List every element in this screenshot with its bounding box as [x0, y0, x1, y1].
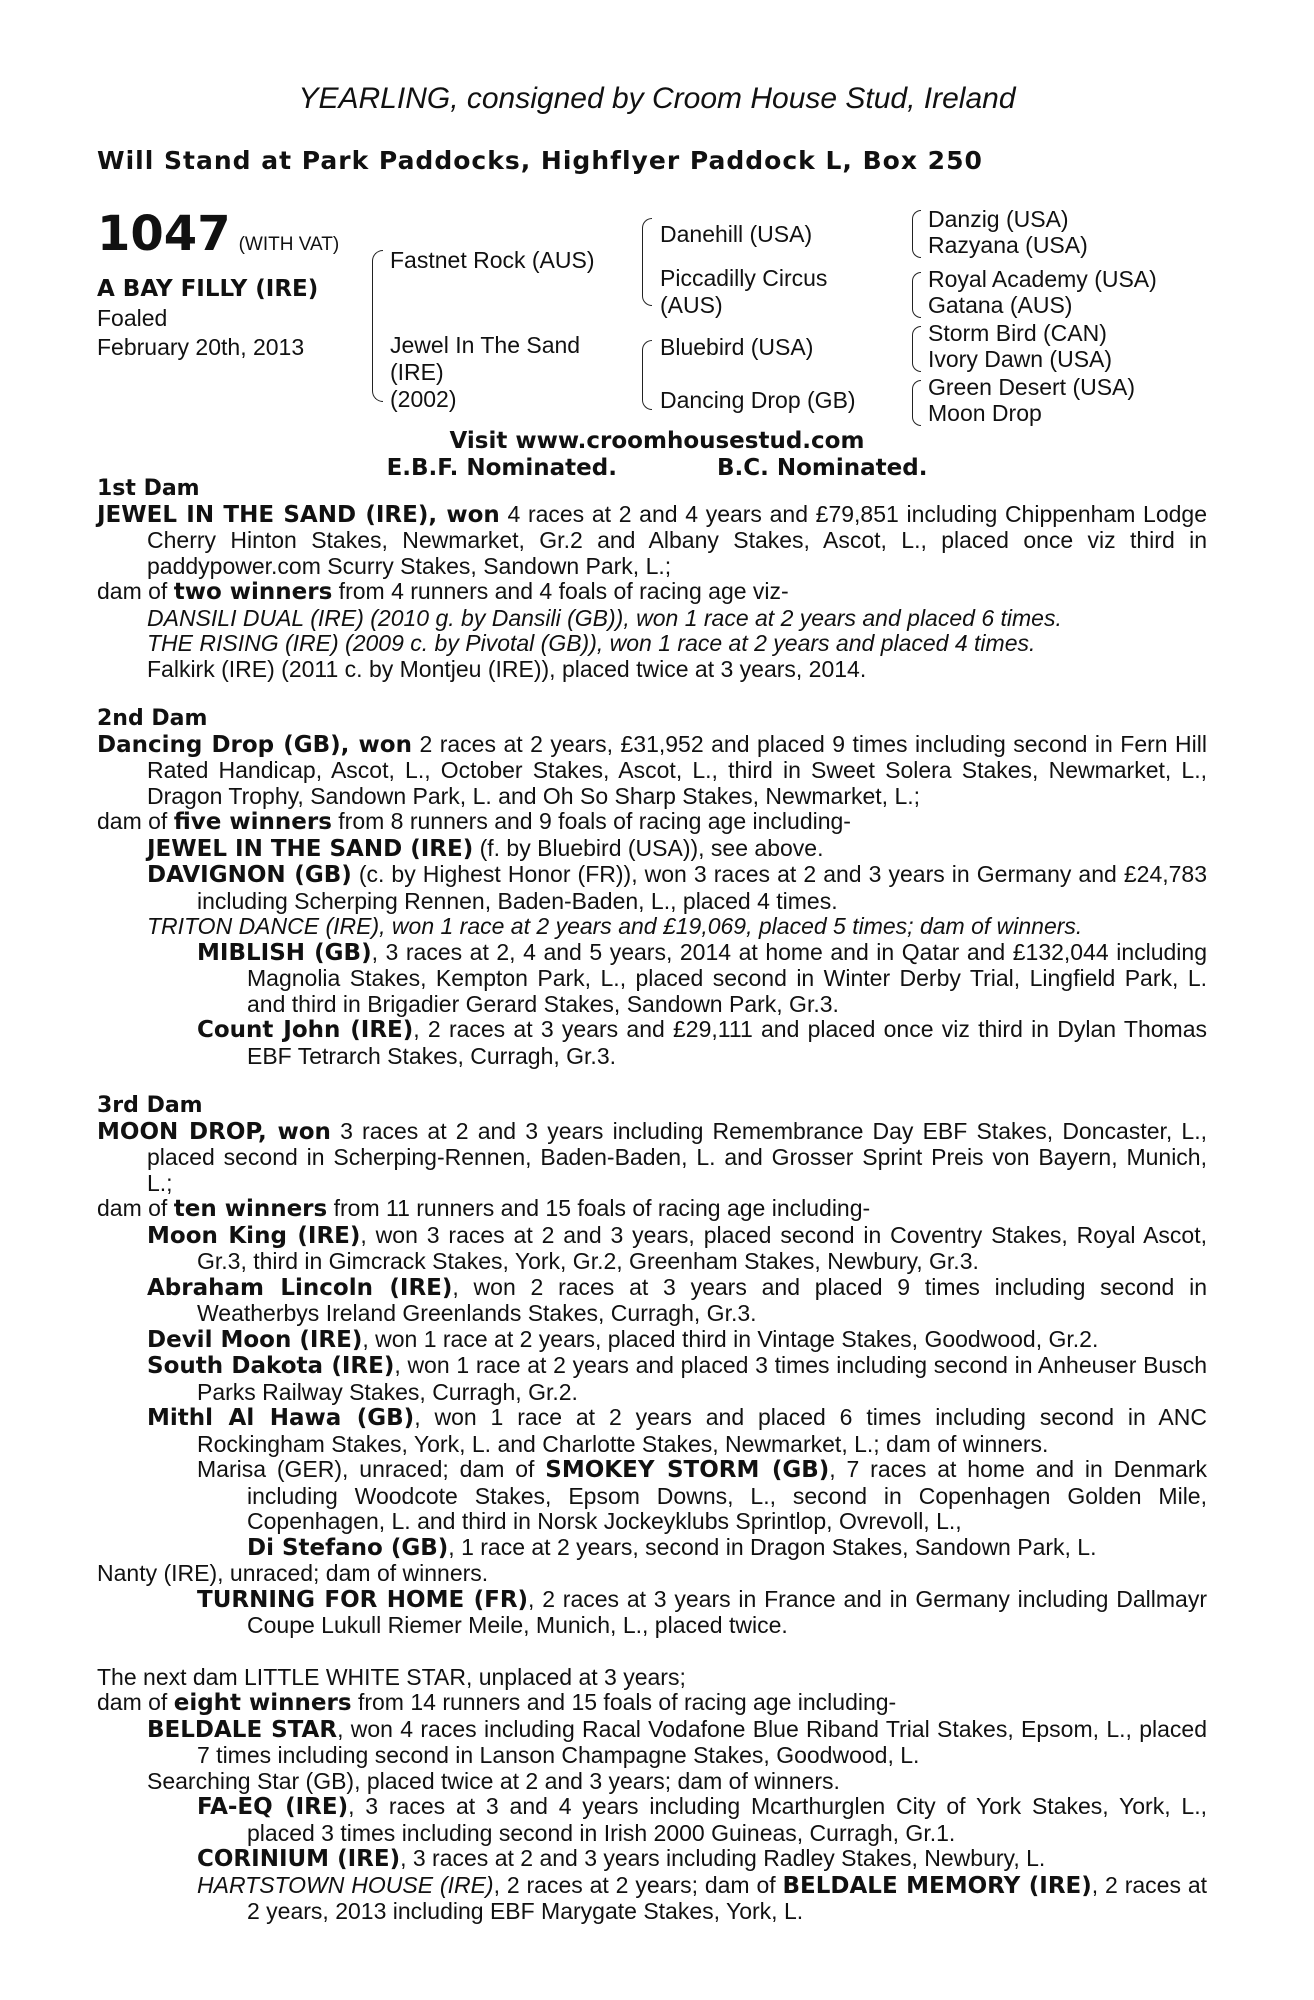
foal-entry: Falkirk (IRE) (2011 c. by Montjeu (IRE)), placed twice at 3 years, 2014. — [147, 655, 867, 682]
second-dam-produce — [97, 809, 1207, 836]
produce-winners: two winners — [173, 579, 333, 605]
horse-record: , 2 races at 3 years in France and in Germany including Dallmayr Coupe Lukull Riemer Meile, Munich, L., placed twice. — [247, 1585, 1207, 1638]
horse-name: Moon King (IRE) — [147, 1222, 361, 1249]
second-dam-record — [97, 732, 1207, 810]
produce-text: from 4 runners and 4 foals of racing age viz- — [332, 578, 789, 604]
foaled-date: February 20th, 2013 — [97, 334, 305, 360]
sire-dam-line2: (AUS) — [660, 292, 723, 318]
produce-entry — [97, 1405, 1207, 1457]
pedigree-brace-sd — [912, 272, 921, 318]
horse-record: , won 2 races at 3 years and placed 9 times including second in Weatherbys Ireland Greenlands Stakes, Curragh, Gr.3. — [197, 1273, 1207, 1326]
foaled-info — [97, 304, 304, 362]
third-dam-produce — [97, 1196, 1207, 1223]
foal-entry: DANSILI DUAL (IRE) (2010 g. by Dansili (GB)), won 1 race at 2 years and placed 6 times. — [147, 604, 1062, 631]
produce-text: dam of — [97, 578, 174, 604]
horse-record: , 3 races at 2, 4 and 5 years, 2014 at home and in Qatar and £132,044 including Magnolia Stakes, Kempton Park, L., placed second in Winter Derby Trial, Lingfield Park, L. and third in Brigadier Gerard Stakes, Sandown Park, Gr.3. — [247, 938, 1208, 1017]
dsd-name: Ivory Dawn (USA) — [928, 346, 1113, 372]
produce-text: from 8 runners and 9 foals of racing age including- — [331, 808, 851, 834]
sire-name: Fastnet Rock (AUS) — [390, 247, 595, 273]
horse-record: , 3 races at 2 and 3 years including Radley Stakes, Newbury, L. — [400, 1845, 1046, 1871]
produce-entry — [97, 1327, 1207, 1354]
third-dam-record — [97, 1119, 1207, 1197]
produce-entry — [97, 862, 1207, 914]
horse-record: , 3 races at 3 and 4 years including Mcarthurglen City of York Stakes, York, L., placed 3 times including second in Irish 2000 Guineas, Curragh, Gr.1. — [247, 1793, 1207, 1846]
lot-name: A BAY FILLY (IRE) — [97, 276, 319, 302]
produce-entry — [97, 1275, 1207, 1327]
horse-name: Count John (IRE) — [197, 1017, 414, 1043]
lot-number-block — [97, 206, 339, 262]
section-spacer — [97, 1639, 1207, 1665]
produce-entry — [97, 1535, 1207, 1562]
ssd-name: Razyana (USA) — [928, 232, 1088, 258]
produce-winners: ten winners — [173, 1196, 328, 1222]
horse-record: , 1 race at 2 years, second in Dragon Stakes, Sandown Park, L. — [448, 1533, 1097, 1560]
foaled-label: Foaled — [97, 305, 168, 331]
produce-text: dam of — [97, 1195, 174, 1221]
horse-name: BELDALE STAR — [147, 1716, 338, 1743]
first-dam-heading: 1st Dam — [97, 476, 200, 501]
dam-history — [97, 476, 1207, 1925]
third-dam-heading: 3rd Dam — [97, 1093, 203, 1118]
ebf-nominated: E.B.F. Nominated. — [386, 455, 617, 481]
horse-name: TURNING FOR HOME (FR) — [197, 1586, 529, 1613]
produce-text: from 14 runners and 15 foals of racing age including- — [351, 1689, 897, 1715]
second-dam-record-text: 2 races at 2 years, £31,952 and placed 9 times including second in Fern Hill Rated Handicap, Ascot, L., October Stakes, Ascot, L., third in Sweet Solera Stakes, Newmarket, L., Dragon Trophy, Sandown Park, L. and Oh So Sharp Stakes, Newmarket, L.; — [147, 730, 1207, 809]
produce-winners: five winners — [173, 809, 332, 835]
produce-entry — [97, 1353, 1207, 1405]
horse-name: Mithl Al Hawa (GB) — [147, 1405, 415, 1431]
produce-entry — [97, 1223, 1207, 1275]
sire-dam-line1: Piccadilly Circus — [660, 265, 828, 291]
first-dam-produce — [97, 579, 1207, 606]
horse-record: (f. by Bluebird (USA)), see above. — [473, 834, 824, 861]
dam-name-line1: Jewel In The Sand — [390, 332, 581, 358]
produce-text: dam of — [97, 808, 174, 834]
dss-name: Storm Bird (CAN) — [928, 320, 1107, 346]
sss-name: Danzig (USA) — [928, 206, 1069, 232]
dam-name — [390, 332, 580, 413]
horse-name: FA-EQ (IRE) — [197, 1794, 349, 1820]
horse-record: (c. by Highest Honor (FR)), won 3 races at 2 and 3 years in Germany and £24,783 including Scherping Rennen, Baden-Baden, L., placed 4 times. — [197, 861, 1208, 914]
produce-entry: Searching Star (GB), placed twice at 2 and 3 years; dam of winners. — [147, 1767, 840, 1794]
pedigree-brace-main — [372, 250, 383, 402]
produce-text: dam of — [97, 1689, 174, 1715]
vat-label: (WITH VAT) — [238, 234, 340, 255]
sire-dam — [660, 265, 827, 319]
sdd-name: Gatana (AUS) — [928, 292, 1073, 318]
horse-name: SMOKEY STORM (GB) — [545, 1457, 830, 1483]
horse-name: DAVIGNON (GB) — [147, 862, 352, 888]
second-dam-name: Dancing Drop (GB), won — [97, 731, 412, 758]
dam-name-line3: (2002) — [390, 386, 457, 412]
produce-entry — [97, 1794, 1207, 1846]
horse-name: BELDALE MEMORY (IRE) — [782, 1872, 1092, 1899]
horse-name: MIBLISH (GB) — [197, 939, 372, 966]
sds-name: Royal Academy (USA) — [928, 266, 1157, 292]
stand-location: Will Stand at Park Paddocks, Highflyer Paddock L, Box 250 — [97, 146, 983, 175]
horse-record: Marisa (GER), unraced; dam of — [197, 1456, 546, 1482]
ddd-name: Moon Drop — [928, 400, 1042, 426]
produce-entry — [97, 1587, 1207, 1639]
horse-record: , 2 races at 3 years and £29,111 and placed once viz third in Dylan Thomas EBF Tetrarch Stakes, Curragh, Gr.3. — [247, 1016, 1207, 1069]
first-dam-record — [97, 502, 1207, 580]
horse-name: Di Stefano (GB) — [247, 1534, 449, 1561]
next-dam-line: The next dam LITTLE WHITE STAR, unplaced at 3 years; — [97, 1663, 686, 1690]
horse-record: , won 4 races including Racal Vodafone Blue Riband Trial Stakes, Epsom, L., placed 7 times including second in Lanson Champagne Stakes, Goodwood, L. — [197, 1715, 1207, 1768]
produce-entry — [97, 1017, 1207, 1069]
horse-record: , won 1 race at 2 years and placed 6 times including second in ANC Rockingham Stakes, York, L. and Charlotte Stakes, Newmarket, L.; dam of winners. — [197, 1404, 1207, 1457]
produce-entry — [97, 836, 1207, 863]
dds-name: Green Desert (USA) — [928, 374, 1136, 400]
page-title: YEARLING, consigned by Croom House Stud, Ireland — [298, 82, 1016, 115]
website-note: Visit www.croomhousestud.com — [449, 428, 865, 454]
produce-entry — [97, 1457, 1207, 1535]
third-dam-name: MOON DROP, won — [97, 1118, 331, 1145]
dam-name-line2: (IRE) — [390, 359, 444, 385]
produce-winners: eight winners — [173, 1690, 352, 1716]
horse-record: , 2 races at 2 years, 2013 including EBF Marygate Stakes, York, L. — [247, 1871, 1208, 1924]
horse-record: , 2 races at 2 years; dam of — [493, 1871, 783, 1898]
horse-record: , won 1 race at 2 years, placed third in Vintage Stakes, Goodwood, Gr.2. — [362, 1325, 1099, 1352]
dam-dam: Dancing Drop (GB) — [660, 387, 856, 413]
produce-entry — [97, 940, 1207, 1018]
lot-number: 1047 — [97, 206, 231, 262]
bc-nominated: B.C. Nominated. — [716, 455, 928, 481]
horse-name: South Dakota (IRE) — [147, 1353, 395, 1379]
horse-name: Devil Moon (IRE) — [147, 1326, 363, 1353]
dam-sire: Bluebird (USA) — [660, 334, 814, 360]
horse-record: , won 1 race at 2 years and placed 3 times including second in Anheuser Busch Parks Railway Stakes, Curragh, Gr.2. — [197, 1352, 1208, 1405]
foal-entry: THE RISING (IRE) (2009 c. by Pivotal (GB)), won 1 race at 2 years and placed 4 times. — [147, 630, 1036, 656]
third-dam-record-text: 3 races at 2 and 3 years including Remembrance Day EBF Stakes, Doncaster, L., placed second in Scherping-Rennen, Baden-Baden, L. and Grosser Sprint Preis von Bayern, Munich, L.; — [147, 1117, 1207, 1196]
sire-sire: Danehill (USA) — [660, 221, 813, 247]
produce-entry: Nanty (IRE), unraced; dam of winners. — [97, 1560, 489, 1586]
produce-entry — [97, 1846, 1207, 1873]
produce-entry — [97, 1873, 1207, 1925]
horse-name: CORINIUM (IRE) — [197, 1846, 401, 1872]
first-dam-record-text: 4 races at 2 and 4 years and £79,851 including Chippenham Lodge Cherry Hinton Stakes, Newmarket, Gr.2 and Albany Stakes, Ascot, L., placed once viz third in paddypower.com Scurry Stakes, Sandown Park, L.; — [147, 500, 1207, 579]
second-dam-heading: 2nd Dam — [97, 706, 208, 731]
pedigree-brace-dam — [642, 340, 652, 410]
pedigree-brace-ds — [912, 326, 921, 372]
next-dam-produce — [97, 1690, 1207, 1717]
produce-text: from 11 runners and 15 foals of racing age including- — [327, 1195, 871, 1221]
produce-entry — [97, 1717, 1207, 1769]
pedigree-brace-sire — [642, 218, 652, 306]
horse-name: Abraham Lincoln (IRE) — [147, 1274, 453, 1301]
horse-name: HARTSTOWN HOUSE (IRE) — [197, 1871, 494, 1898]
horse-name: JEWEL IN THE SAND (IRE) — [147, 835, 474, 862]
produce-entry: TRITON DANCE (IRE), won 1 race at 2 years and £19,069, placed 5 times; dam of winners. — [147, 913, 1083, 939]
horse-record: , won 3 races at 2 and 3 years, placed second in Coventry Stakes, Royal Ascot, Gr.3, third in Gimcrack Stakes, York, Gr.2, Greenham Stakes, Newbury, Gr.3. — [197, 1221, 1207, 1274]
pedigree-brace-ss — [912, 210, 921, 258]
pedigree-brace-dd — [912, 380, 921, 426]
horse-record: , 7 races at home and in Denmark including Woodcote Stakes, Epsom Downs, L., second in Copenhagen Golden Mile, Copenhagen, L. and third in Norsk Jockeyklubs Sprintlop, Ovrevoll, L., — [247, 1456, 1207, 1534]
first-dam-name: JEWEL IN THE SAND (IRE), won — [97, 501, 500, 528]
